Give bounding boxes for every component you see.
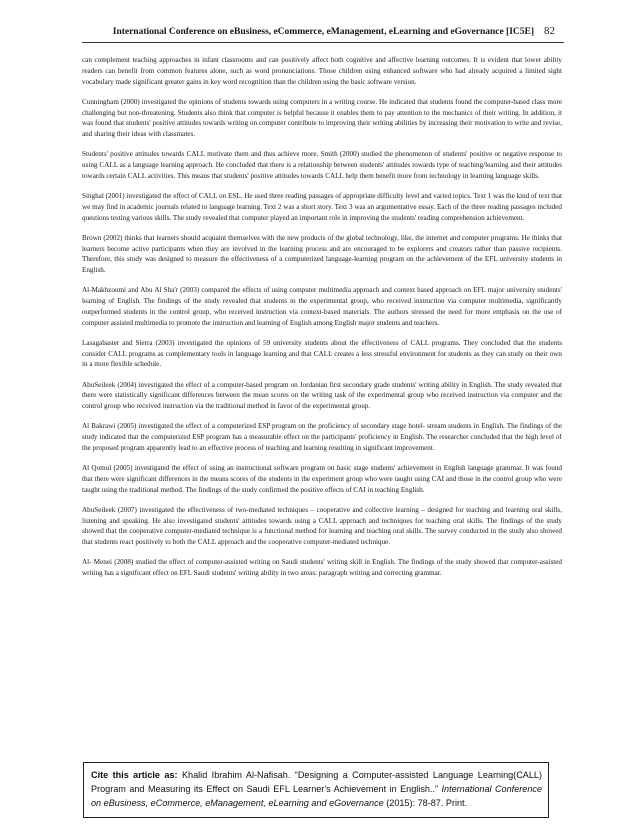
citation-tail: (2015): 78-87. Print. (386, 798, 468, 809)
paragraph: Lasagabaster and Sierra (2003) investigated the opinions of 59 university students about the effectiveness of CALL programs. They concluded that the students consider CALL programs as complementary tools in language learning and that CALL creates a less stressful environment for students as they can study on their own in a more flexible schedule. (82, 338, 562, 369)
citation-text: Khalid Ibrahim Al-Nafisah. “Designing a Computer-assisted Language Learning(CALL) Program and Measuring its Effect on Saudi EFL Learner's Achievement in English..” (91, 770, 542, 795)
paragraph: Cunningham (2000) investigated the opinions of students towards using computers in a writing course. He indicated that students found the computer-based class more challenging but non-threatening. Students also think that computer is helpful because it enables them to pay attention to the mechanics of their writing. In addition, it was found that students' positive attitudes towards writing on computer contribute to improving their writing abilities by increasing their motivation to write and revise, and sharing their ideas with classmates. (82, 97, 562, 138)
conference-title: International Conference on eBusiness, eCommerce, eManagement, eLearning and eGovernance [IC5E] (112, 26, 534, 37)
paragraph: Al Bakrawi (2005) investigated the effect of a computerized ESP program on the proficiency of secondary stage hotel- stream students in English. The findings of the study indicated that the computerized ESP program has a measurable effect on the participants' proficiency in English. The researcher concluded that the high level of the proposed program apparently lead to an effective process of teaching and learning resulting in significant improvement. (82, 422, 562, 452)
paragraph: AbuSeileek (2004) investigated the effect of a computer-based program on Jordanian first secondary grade students' writing ability in English. The study revealed that there were statistically significant differences between the mean scores on the writing task of the experimental group who received instruction via computer and the control group who received instruction via the traditional method in favor of the experimental group. (82, 380, 562, 410)
paragraph: Al-Makhzoumi and Abu Al Sha'r (2003) compared the effects of using computer multimedia approach and context based approach on EFL major university students' learning of English. The findings of the study revealed that students in the experimental group, who received instruction via computer multimedia, significantly outperformed students in the control group, who received instruction via context-based materials. The authors stressed the need for more emphasis on the use of computer assisted multimedia to promote the instruction and learning of English among English major students and teachers. (82, 286, 562, 327)
page-number: 82 (544, 25, 555, 37)
paragraph: Al Qomul (2005) investigated the effect of using an instructional software program on basic stage students' achievement in English language grammar. It was found that there were significant differences in the means scores of the students in the experiment group who were taught using CAI and those in the control group who were taught using the traditional method. The findings of the study confirmed the positive effects of CAI in teaching English. (82, 464, 562, 494)
citation-box (83, 762, 549, 818)
paragraph: AbuSeileek (2007) investigated the effectiveness of two-mediated techniques – cooperative and collective learning – designed for teaching and learning oral skills, listening and speaking. He also investigated students' attitudes towards using a CALL approach and techniques for teaching oral skills. The findings of the study showed that the cooperative computer-mediated technique is a functional method for learning and teaching oral skills. The survey conducted in the study also showed that students react positively to both the CALL approach and the cooperative computer-mediated technique. (82, 505, 562, 546)
paragraph: Students' positive attitudes towards CALL motivate them and thus achieve more. Smith (2000) studied the phenomenon of students' positive or negative response to using CALL as a language learning approach. He concluded that there is a relationship between students' attitudes towards type of teaching/learning and their attitudes towards certain CALL activities. This means that students' positive attitudes towards CALL help them benefit more from technology in learning language skills. (82, 150, 562, 180)
citation-conference: International Conference on eBusiness, eCommerce, eManagement, eLearning and eGovernance (91, 784, 542, 809)
page-header (0, 0, 638, 44)
paragraph: Brown (2002) thinks that learners should acquaint themselves with the new products of the global technology, like, the internet and computer programs. He thinks that learners become active participants when they are involved in the learning process and are encouraged to be explorers and creators rather than passive recipients. Therefore, this study was designed to measure the effectiveness of a computerized language-learning program on the achievement of the EFL university students in English. (82, 233, 562, 274)
body-text (82, 55, 562, 588)
header-divider (82, 42, 564, 43)
paragraph: Singhal (2001) investigated the effect of CALL on ESL. He used three reading passages of appropriate difficulty level and varied topics. Text 1 was the kind of text that we may find in academic journals related to language learning. Text 2 was a short story. Text 3 was an argumentative essay. Each of the three reading passages included questions testing various skills. The study revealed that computer played an important role in improving the students' reading comprehension achievement. (82, 192, 562, 222)
paragraph: can complement teaching approaches in infant classrooms and can positively affect both cognitive and affective learning outcomes. It is evident that lower ability readers can benefit from common features alone, such as word pronunciations. Those children using enhanced software who had already acquired a limited sight vocabulary made significant greater gains in key word recognition than the children using the basic software version. (82, 56, 562, 86)
citation-label: Cite this article as: (91, 770, 178, 780)
paragraph: Al- Menei (2008) studied the effect of computer-assisted writing on Saudi students' writing skill in English. The findings of the study showed that computer-assisted writing has a significant effect on EFL Saudi students' writing ability in two areas: paragraph writing and correcting grammar. (82, 558, 562, 577)
